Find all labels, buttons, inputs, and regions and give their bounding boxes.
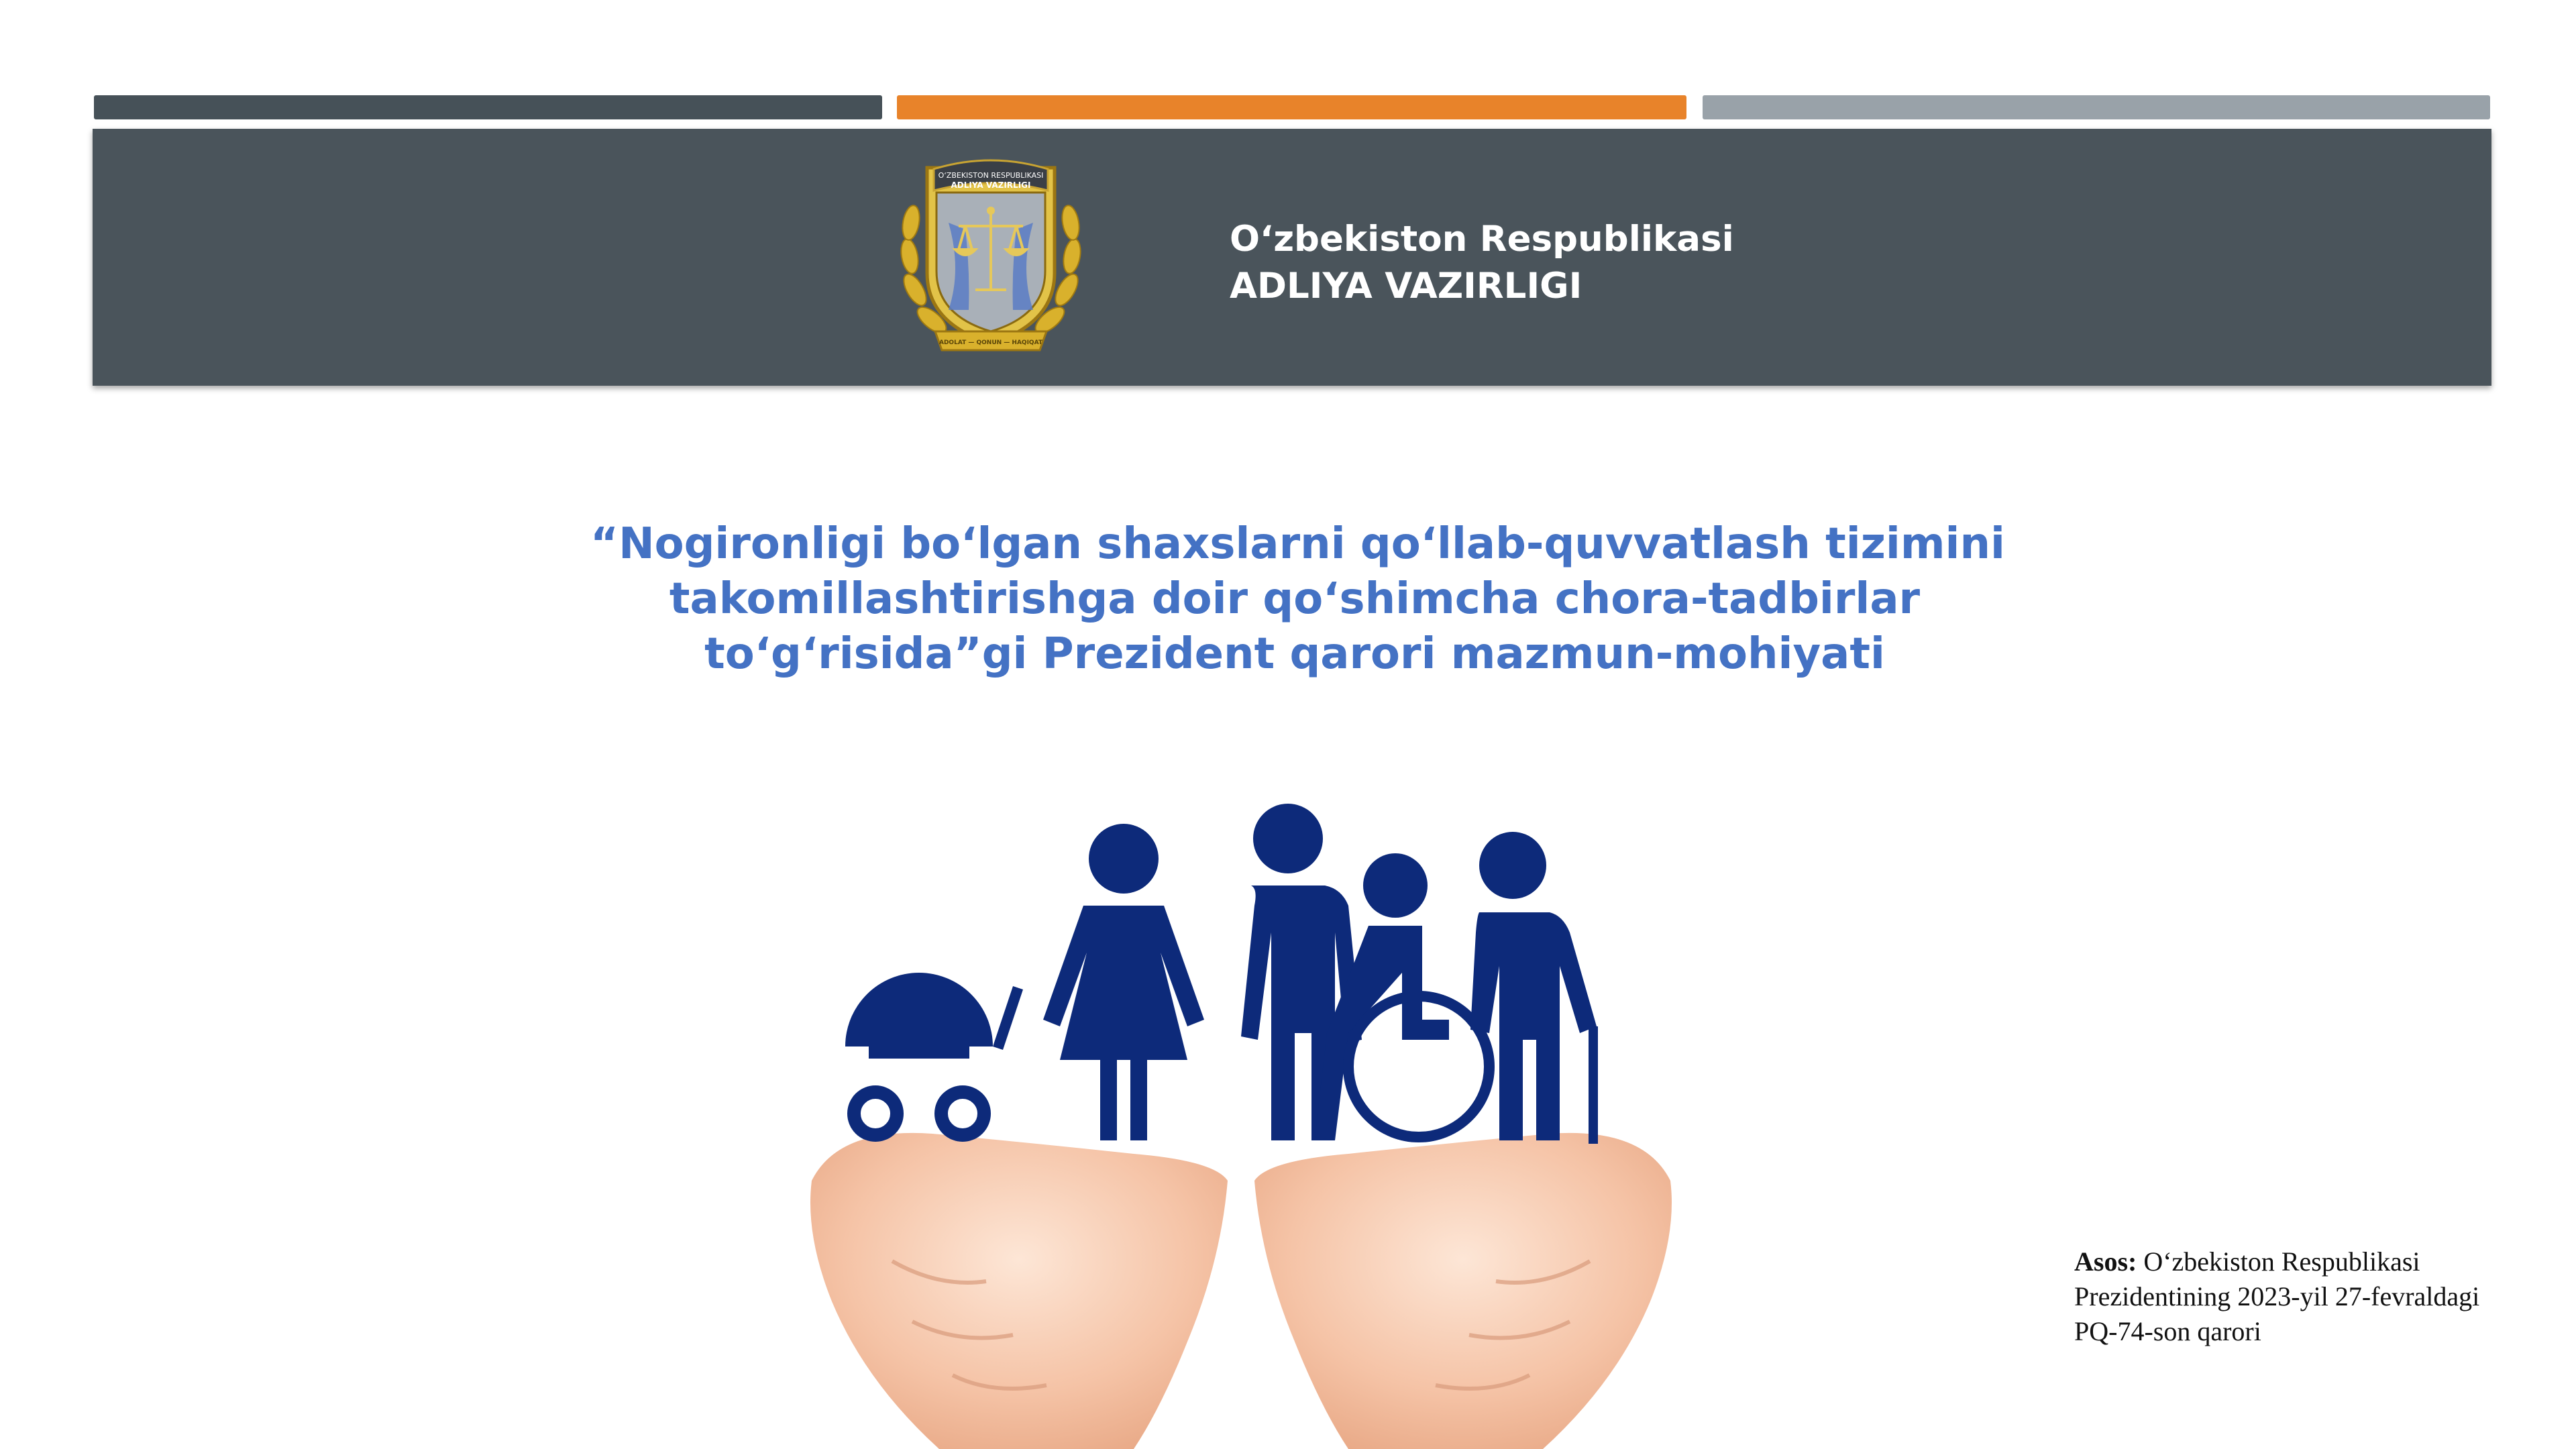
justice-ministry-emblem-icon [895,156,1087,364]
source-note-line-3: PQ-74-son qarori [2074,1316,2261,1346]
top-bar-orange [897,95,1686,119]
header-line-ministry: ADLIYA VAZIRLIGI [1230,266,1582,307]
title-line-2: takomillashtirishga doir qo‘shimcha chora-tadbirlar [669,574,1921,624]
title-line-3: to‘g‘risida”gi Prezident qarori mazmun-mohiyati [704,629,1885,679]
svg-text:O‘ZBEKISTON RESPUBLIKASI: O‘ZBEKISTON RESPUBLIKASI [938,171,1044,180]
people-in-hands-icon [758,751,1724,1449]
source-note-line-2: Prezidentining 2023-yil 27-fevraldagi [2074,1281,2480,1311]
svg-text:ADLIYA VAZIRLIGI: ADLIYA VAZIRLIGI [951,180,1031,190]
header-banner [93,129,2491,386]
source-note [2074,1244,2479,1349]
top-bar-gray [1703,95,2490,119]
title-line-1: “Nogironligi bo‘lgan shaxslarni qo‘llab-quvvatlash tizimini [590,519,2005,569]
page-title [590,517,2005,682]
header-line-country: O‘zbekiston Respublikasi [1230,219,1734,260]
people-figures-icon [845,804,1598,1144]
source-note-label: Asos: [2074,1246,2137,1277]
hands-icon [810,1133,1672,1449]
header-title [1230,216,1734,310]
source-note-line-1: Asos: O‘zbekiston Respublikasi [2074,1246,2420,1277]
svg-text:ADOLAT — QONUN — HAQIQAT: ADOLAT — QONUN — HAQIQAT [939,339,1042,346]
top-bar-dark [94,95,882,119]
